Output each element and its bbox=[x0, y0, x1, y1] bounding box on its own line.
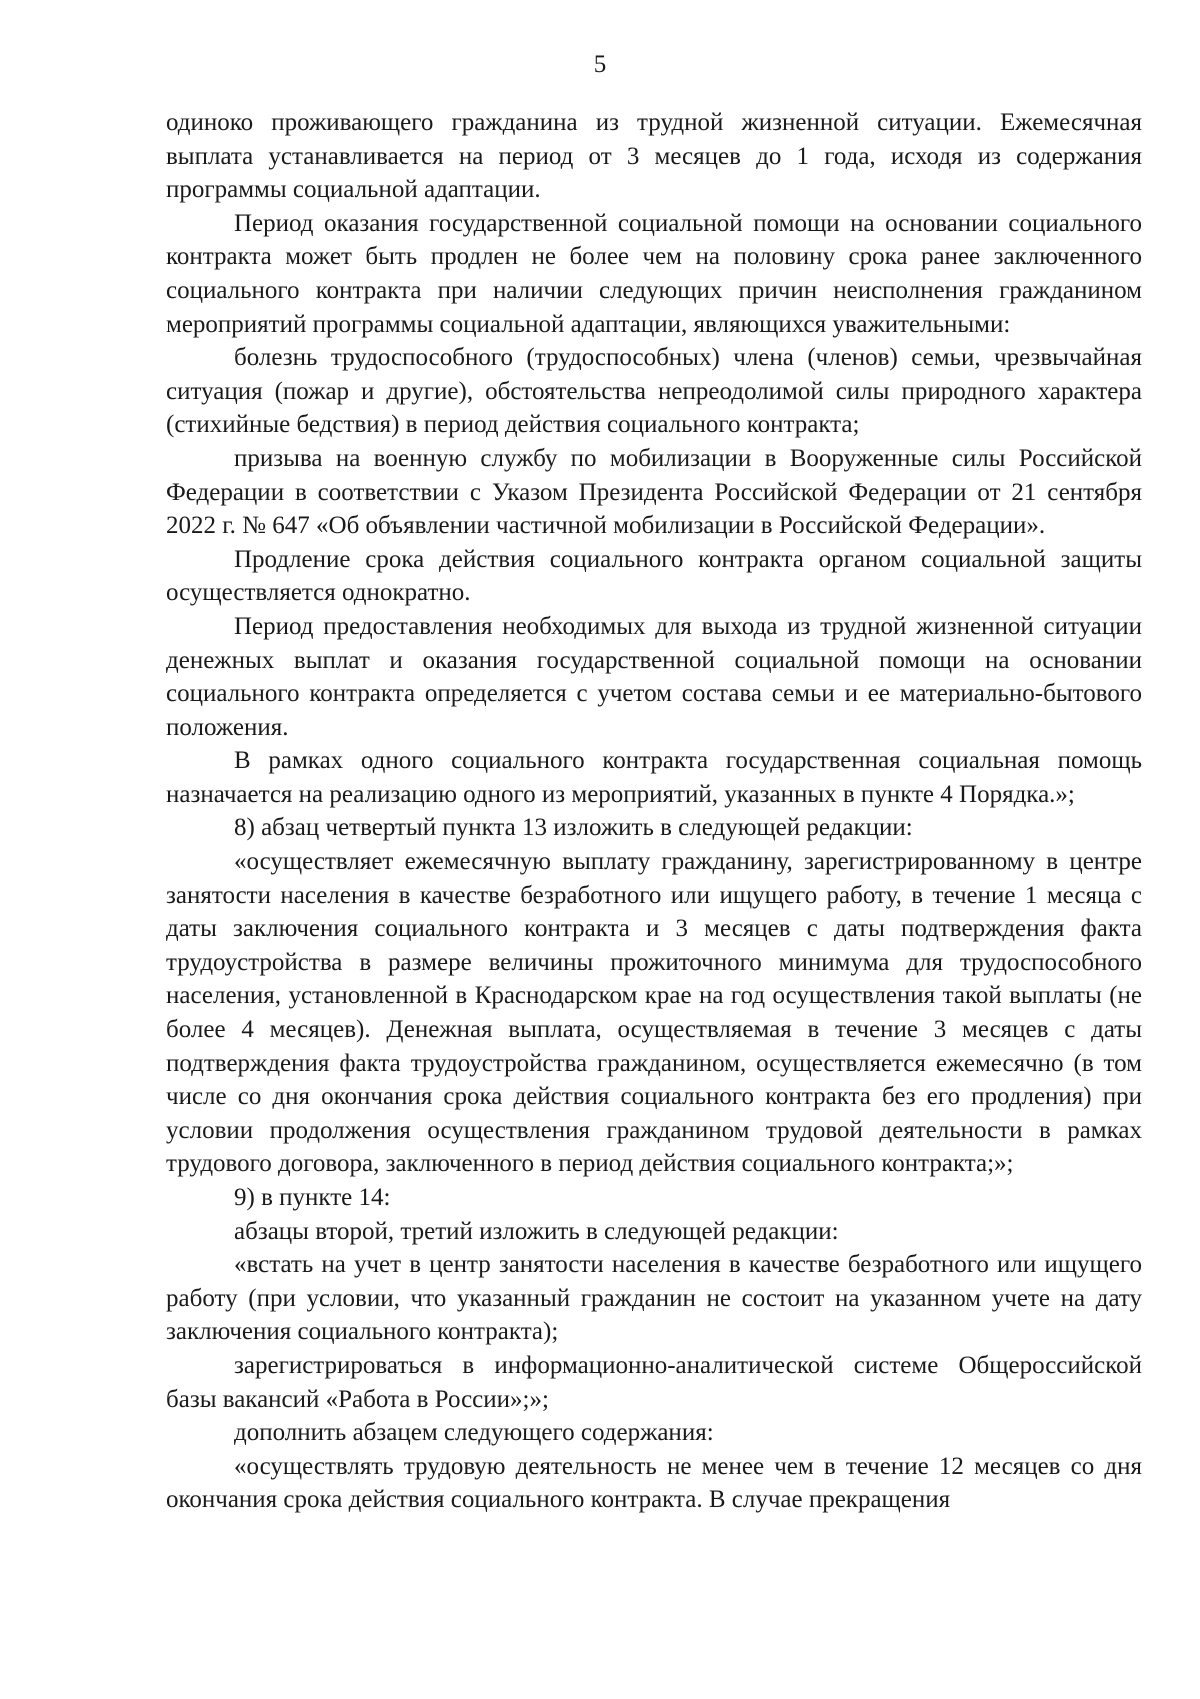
page-number: 5 bbox=[593, 51, 607, 78]
paragraph: болезнь трудоспособного (трудоспособных) члена (членов) семьи, чрезвычайная ситуация (пожар и другие), обстоятельства непреодолимой силы природного характера (стихийные бедствия) в период действия социального контракта; bbox=[166, 344, 1142, 439]
paragraph: «осуществляет ежемесячную выплату гражданину, зарегистрированному в центре занятости населения в качестве безработного или ищущего работу, в течение 1 месяца с даты заключения социального контракта и 3 месяцев с даты подтверждения факта трудоустройства в размере величины прожиточного минимума для трудоспособного населения, установленной в Краснодарском крае на год осуществления такой выплаты (не более 4 месяцев). Денежная выплата, осуществляемая в течение 3 месяцев с даты подтверждения факта трудоустройства гражданином, осуществляется ежемесячно (в том числе со дня окончания срока действия социального контракта без его продления) при условии продолжения осуществления гражданином трудовой деятельности в рамках трудового договора, заключенного в период действия социального контракта;»; bbox=[166, 848, 1142, 1178]
paragraph: Период предоставления необходимых для выхода из трудной жизненной ситуации денежных выплат и оказания государственной социальной помощи на основании социального контракта определяется с учетом состава семьи и ее материально-бытового положения. bbox=[166, 612, 1142, 741]
paragraph: дополнить абзацем следующего содержания: bbox=[234, 1419, 714, 1447]
paragraph: «встать на учет в центр занятости населения в качестве безработного или ищущего работу (при условии, что указанный гражданин не состоит на указанном учете на дату заключения социального контракта); bbox=[166, 1251, 1142, 1346]
paragraph: одиноко проживающего гражданина из трудной жизненной ситуации. Ежемесячная выплата устанавливается на период от 3 месяцев до 1 года, исходя из содержания программы социальной адаптации. bbox=[166, 109, 1142, 204]
paragraph: призыва на военную службу по мобилизации в Вооруженные силы Российской Федерации в соответствии с Указом Президента Российской Федерации от 21 сентября 2022 г. № 647 «Об объявлении частичной мобилизации в Российской Федерации». bbox=[166, 444, 1142, 540]
paragraph: 8) абзац четвертый пункта 13 изложить в следующей редакции: bbox=[234, 814, 913, 842]
paragraph: зарегистрироваться в информационно-аналитической системе Общероссийской базы вакансий «Работа в России»;»; bbox=[166, 1351, 1142, 1413]
document-body bbox=[166, 106, 1142, 1517]
paragraph: абзацы второй, третий изложить в следующей редакции: bbox=[234, 1217, 839, 1245]
paragraph: Период оказания государственной социальной помощи на основании социального контракта может быть продлен не более чем на половину срока ранее заключенного социального контракта при наличии следующих причин неисполнения гражданином мероприятий программы социальной адаптации, являющихся уважительными: bbox=[166, 209, 1142, 338]
paragraph: Продление срока действия социального контракта органом социальной защиты осуществляется однократно. bbox=[166, 545, 1142, 607]
paragraph: В рамках одного социального контракта государственная социальная помощь назначается на реализацию одного из мероприятий, указанных в пункте 4 Порядка.»; bbox=[166, 747, 1142, 808]
paragraph: 9) в пункте 14: bbox=[234, 1184, 391, 1211]
paragraph: «осуществлять трудовую деятельность не менее чем в течение 12 месяцев со дня окончания срока действия социального контракта. В случае прекращения bbox=[166, 1452, 1142, 1514]
